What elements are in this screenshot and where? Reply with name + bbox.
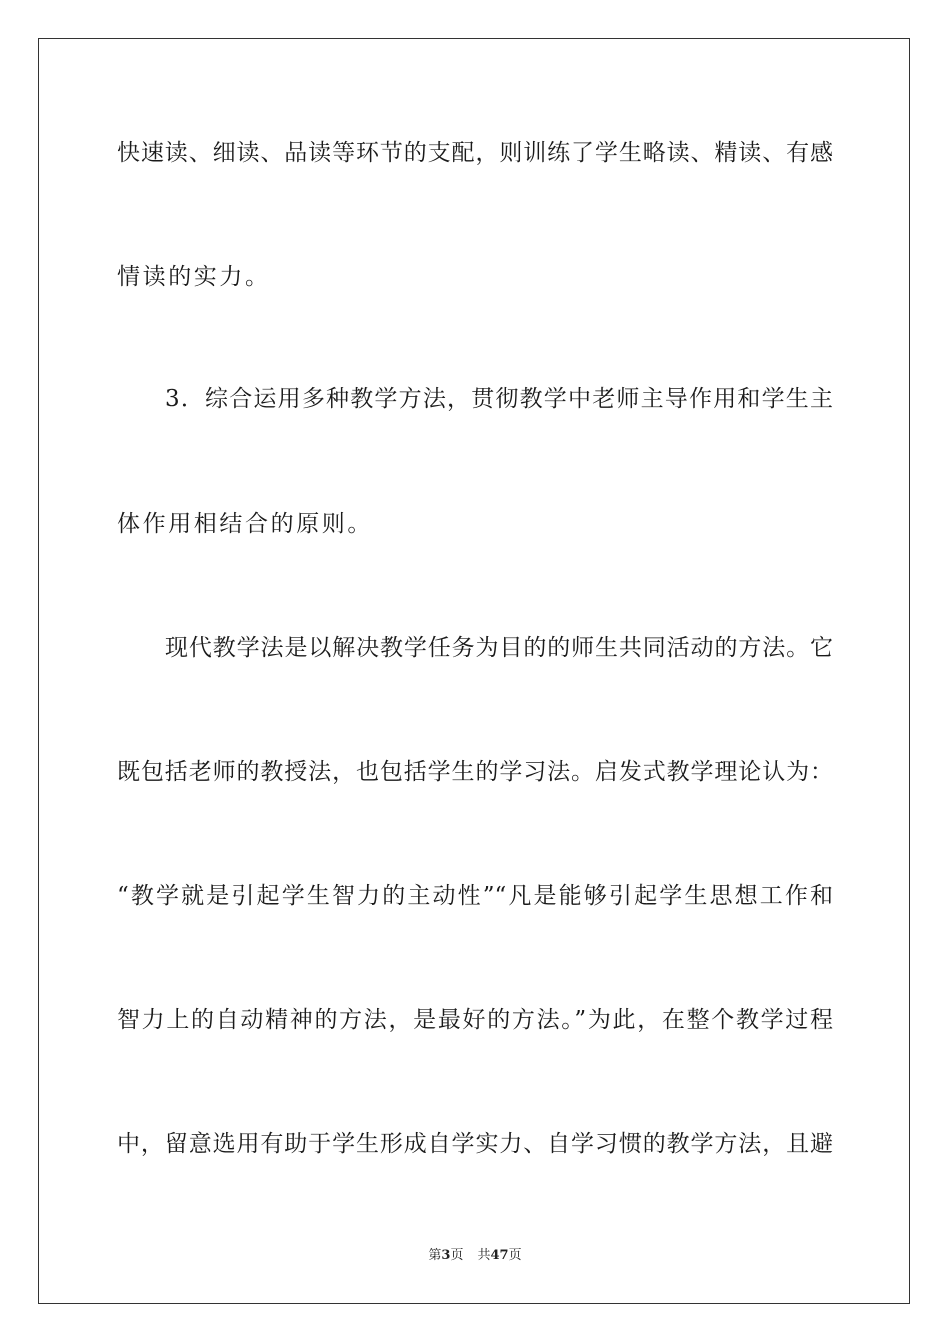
page-footer xyxy=(0,1247,950,1265)
text-line: “教学就是引起学生智力的主动性”“凡是能够引起学生思想工作和 xyxy=(117,883,833,909)
text-line: 智力上的自动精神的方法，是最好的方法。”为此，在整个教学过程 xyxy=(117,1007,833,1033)
page-prefix: 第 xyxy=(428,1248,442,1263)
text-line: 既包括老师的教授法，也包括学生的学习法。启发式教学理论认为： xyxy=(117,759,833,785)
page-frame xyxy=(38,38,910,1304)
page-suffix: 页 xyxy=(450,1248,464,1263)
total-prefix: 共 xyxy=(477,1248,491,1263)
total-pages: 47 xyxy=(490,1248,509,1263)
text-line: 体作用相结合的原则。 xyxy=(117,511,373,537)
text-line: 快速读、细读、品读等环节的支配，则训练了学生略读、精读、有感 xyxy=(117,140,833,166)
text-line: 情读的实力。 xyxy=(117,264,271,290)
text-line: 现代教学法是以解决教学任务为目的的师生共同活动的方法。它 xyxy=(165,635,833,661)
page-number: 3 xyxy=(441,1248,451,1263)
text-line: 中，留意选用有助于学生形成自学实力、自学习惯的教学方法，且避 xyxy=(117,1131,833,1157)
text-line: 3．综合运用多种教学方法，贯彻教学中老师主导作用和学生主 xyxy=(165,386,833,412)
total-suffix: 页 xyxy=(508,1248,522,1263)
